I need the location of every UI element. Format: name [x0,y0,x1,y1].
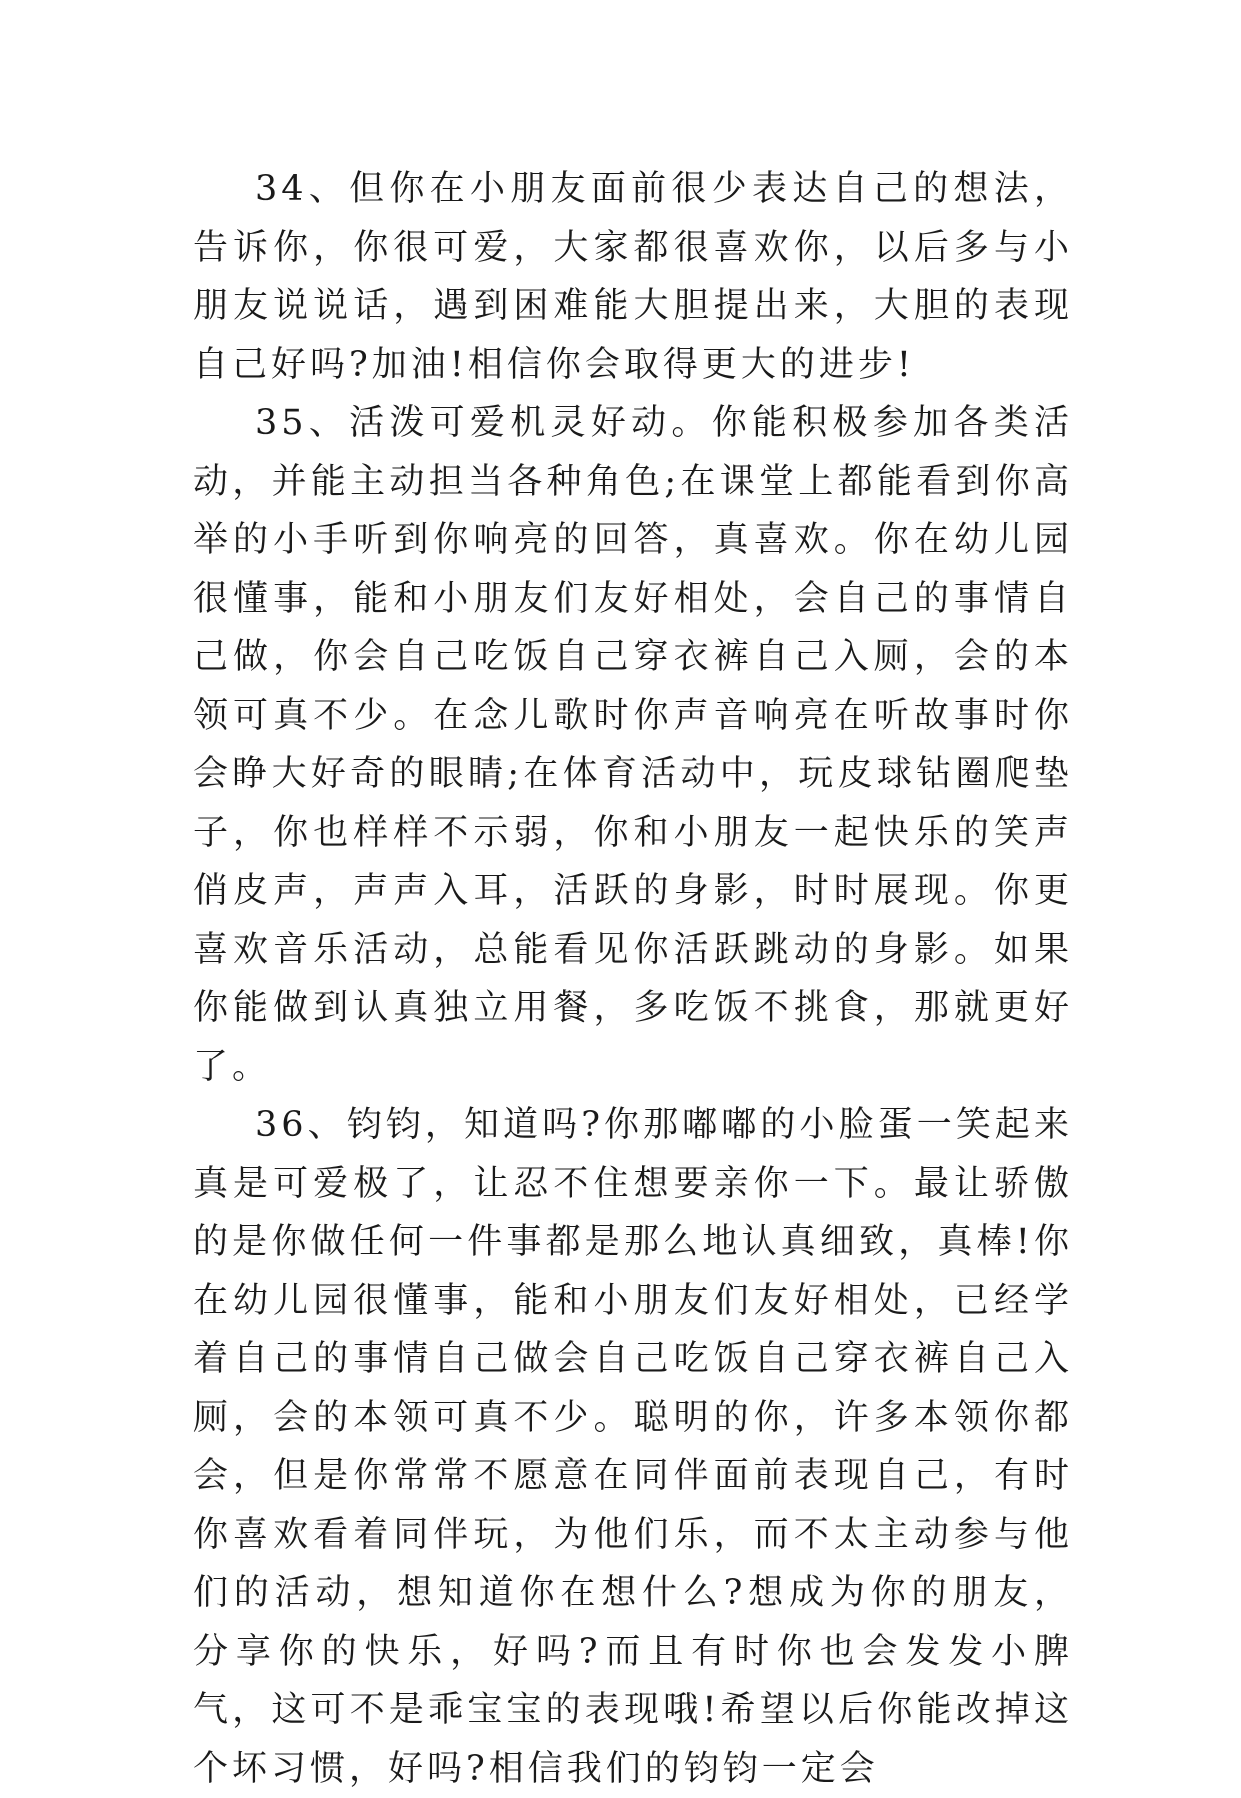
paragraph-36: 36、钧钧，知道吗?你那嘟嘟的小脸蛋一笑起来真是可爱极了，让忍不住想要亲你一下。最让骄傲的是你做任何一件事都是那么地认真细致，真棒!你在幼儿园很懂事，能和小朋友们友好相处，已经学着自己的事情自己做会自己吃饭自己穿衣裤自己入厕，会的本领可真不少。聪明的你，许多本领你都会，但是你常常不愿意在同伴面前表现自己，有时你喜欢看着同伴玩，为他们乐，而不太主动参与他们的活动，想知道你在想什么?想成为你的朋友，分享你的快乐，好吗?而且有时你也会发发小脾气，这可不是乖宝宝的表现哦!希望以后你能改掉这个坏习惯，好吗?相信我们的钧钧一定会 [193,1105,1073,1789]
document-body [193,160,1073,1798]
paragraph-35: 35、活泼可爱机灵好动。你能积极参加各类活动，并能主动担当各种角色;在课堂上都能看到你高举的小手听到你响亮的回答，真喜欢。你在幼儿园很懂事，能和小朋友们友好相处，会自己的事情自己做，你会自己吃饭自己穿衣裤自己入厕，会的本领可真不少。在念儿歌时你声音响亮在听故事时你会睁大好奇的眼睛;在体育活动中，玩皮球钻圈爬垫子，你也样样不示弱，你和小朋友一起快乐的笑声俏皮声，声声入耳，活跃的身影，时时展现。你更喜欢音乐活动，总能看见你活跃跳动的身影。如果你能做到认真独立用餐，多吃饭不挑食，那就更好了。 [193,403,1073,1087]
paragraph-34: 34、但你在小朋友面前很少表达自己的想法，告诉你，你很可爱，大家都很喜欢你，以后多与小朋友说说话，遇到困难能大胆提出来，大胆的表现自己好吗?加油!相信你会取得更大的进步! [193,169,1073,385]
